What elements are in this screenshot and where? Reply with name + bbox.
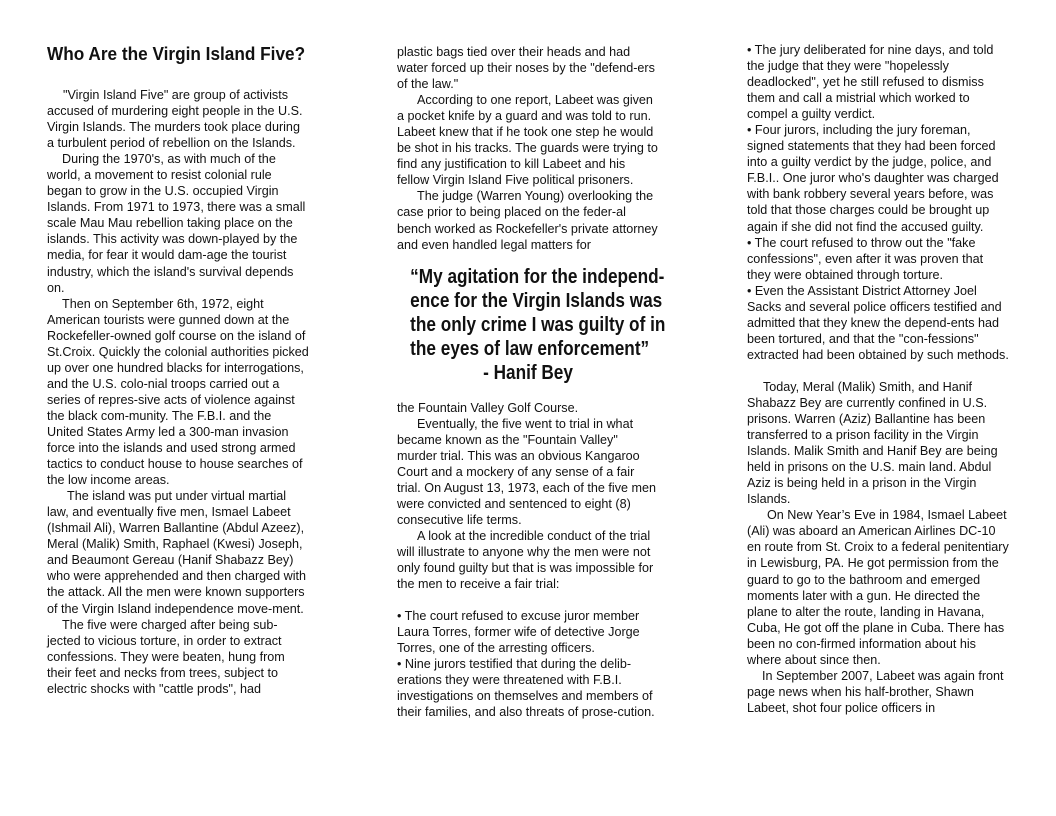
paragraph: According to one report, Labeet was given a pocket knife by a guard and was told to run. Labeet knew that if he took one step he would be shot in his tracks. The guards were trying to find any justification to kill Labeet and his fellow Virgin Island Five political prisoners. — [397, 93, 658, 188]
paragraph: "Virgin Island Five" are group of activists accused of murdering eight people in the U.S. Virgin Islands. The murders took place during a turbulent period of rebellion on the Islands. — [47, 88, 303, 151]
bullet-item: • The jury deliberated for nine days, and told the judge that they were "hopelessly deadlocked", yet he still refused to dismiss them and call a mistrial which worked to compel a guilty verdict. — [747, 43, 994, 122]
spacer — [397, 592, 659, 608]
paragraph: plastic bags tied over their heads and had water forced up their noses by the "defend-ers of the law." — [397, 45, 655, 92]
bullet-item: • Even the Assistant District Attorney Joel Sacks and several police officers testified and admitted that they knew the depend-ents had been tortured, and that the "con-fessions" extracted had been obtained by such methods. — [747, 283, 1009, 362]
paragraph: The judge (Warren Young) overlooking the case prior to being placed on the feder-al bench worked as Rockefeller's private attorney and even handled legal matters for — [397, 189, 658, 252]
paragraph: In September 2007, Labeet was again front page news when his half-brother, Shawn Labeet, shot four police officers in — [747, 668, 1004, 715]
pull-quote-line: the eyes of law enforcement” — [410, 338, 650, 361]
paragraph: The five were charged after being sub-jected to vicious torture, in order to extract confessions. They were beaten, hung from their feet and necks from trees, subject to electric shocks with "cattle prods", had — [47, 617, 285, 696]
bullet-item: • Nine jurors testified that during the delib-erations they were threatened with F.B.I. investigations on themselves and members of their families, and also threats of prose-cution. — [397, 657, 655, 720]
paragraph: On New Year’s Eve in 1984, Ismael Labeet (Ali) was aboard an American Airlines DC-10 en route from St. Croix to a federal penitentiary in Lewisburg, PA. He got permission from the guard to go to the bathroom and emerged moments later with a gun. He directed the plane to alter the route, landing in Havana, Cuba, He got off the plane in Cuba. There has been no con-firmed information about his where about since then. — [747, 508, 1009, 667]
paragraph: A look at the incredible conduct of the trial will illustrate to anyone why the men were not only found guilty but that is was impossible for the men to receive a fair trial: — [397, 529, 654, 592]
pull-quote — [410, 265, 666, 386]
column-3 — [747, 42, 1009, 716]
pull-quote-line: “My agitation for the independ- — [410, 265, 665, 288]
pull-quote-attribution: - Hanif Bey — [483, 362, 573, 385]
paragraph: Then on September 6th, 1972, eight American tourists were gunned down at the Rockefeller-owned golf course on the island of St.Croix. Quickly the colonial authorities picked up over one hundred blacks for interrogations, and the U.S. colo-nial troops carried out a series of repres-sive acts of violence against the black com-munity. The F.B.I. and the United States Army led a 300-man invasion force into the islands and used strong armed tactics to conduct house to house searches of the low income areas. — [47, 296, 309, 488]
paragraph: Today, Meral (Malik) Smith, and Hanif Shabazz Bey are currently confined in U.S. prisons. Warren (Aziz) Ballantine has been transferred to a prison facility in the Virgin Islands. Malik Smith and Hanif Bey are being held in prisons on the U.S. main land. Abdul Aziz is being held in a prison in the Virgin Islands. — [747, 379, 998, 507]
paragraph: Eventually, the five went to trial in what became known as the "Fountain Valley" murder trial. This was an obvious Kangaroo Court and a mockery of any sense of a fair trial. On August 13, 1973, each of the five men were convicted and sentenced to eight (8) consecutive life terms. — [397, 416, 657, 527]
bullet-item: • The court refused to excuse juror member Laura Torres, former wife of detective Jorge Torres, one of the arresting officers. — [397, 609, 640, 656]
bullet-item: • The court refused to throw out the "fake confessions", even after it was proven that they were obtained through torture. — [747, 235, 984, 282]
column-1 — [47, 42, 309, 697]
pull-quote-line: ence for the Virgin Islands was — [410, 289, 663, 312]
bullet-item: • Four jurors, including the jury foreman, signed statements that they had been forced into a guilty verdict by the judge, police, and F.B.I.. One juror who's daughter was charged with bank robbery several years before, was told that those charges could be brought up again if she did not find the accused guilty. — [747, 123, 999, 234]
paragraph: The island was put under virtual martial law, and eventually five men, Ismael Labeet (Ishmail Ali), Warren Ballantine (Abdul Azeez), Meral (Malik) Smith, Raphael (Kwesi) Joseph, and Beaumont Gereau (Hanif Shabazz Bey) who were apprehended and then charged with the attack. All the men were known supporters of the Virgin Island independence move-ment. — [47, 489, 307, 616]
paragraph: During the 1970's, as with much of the world, a movement to resist colonial rule began to grow in the U.S. occupied Virgin Islands. From 1971 to 1973, there was a small scale Mau Mau rebellion taking place on the islands. This activity was down-played by the media, for fear it would dam-age the tourist industry, which the island's survival depends on. — [47, 152, 306, 295]
pull-quote-line: the only crime I was guilty of in — [410, 314, 666, 337]
column-2 — [397, 44, 666, 721]
paragraph: the Fountain Valley Golf Course. — [397, 400, 579, 415]
spacer — [747, 363, 1009, 379]
article-title: Who Are the Virgin Island Five? — [47, 43, 306, 64]
